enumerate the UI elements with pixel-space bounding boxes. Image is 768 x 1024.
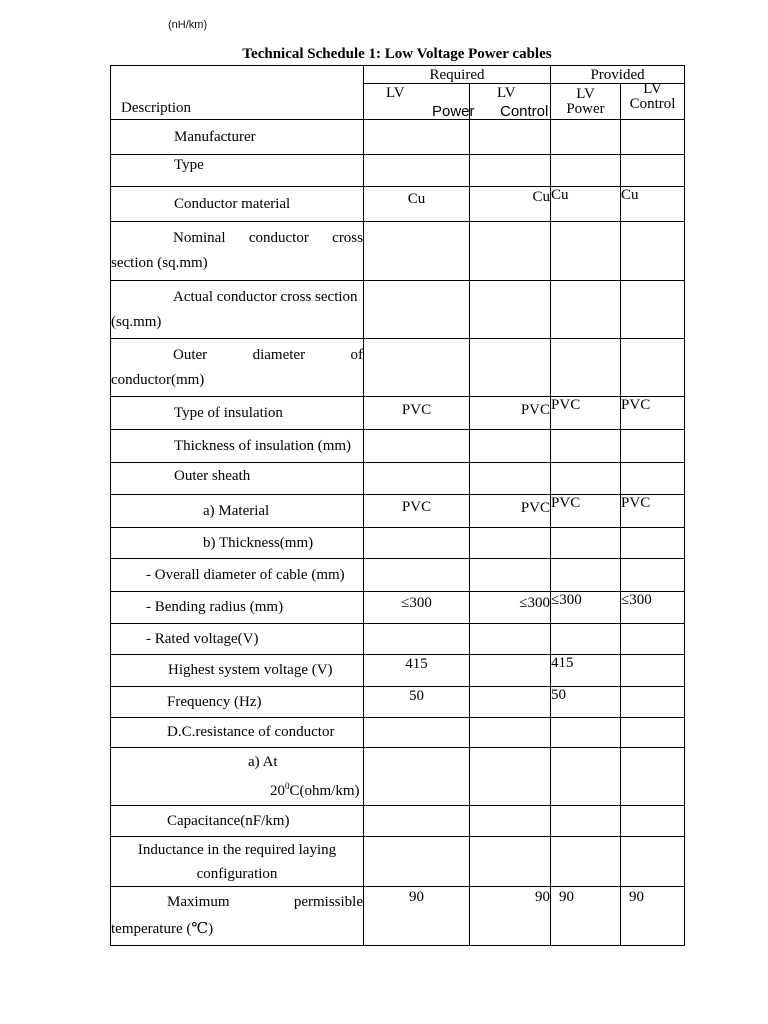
label-frequency: Frequency (Hz) <box>111 687 364 718</box>
row-dc-resistance <box>111 718 685 748</box>
row-capacitance <box>111 806 685 837</box>
cell-empty <box>364 559 470 592</box>
cell-empty <box>364 624 470 655</box>
label-line <box>111 774 363 803</box>
row-conductor-material <box>111 187 685 222</box>
label-line: temperature (℃) <box>111 921 214 937</box>
label-line: Inductance in the required laying <box>137 841 337 858</box>
label-nominal-cross-section <box>111 222 364 281</box>
cell-empty <box>551 528 621 559</box>
row-highest-voltage <box>111 655 685 687</box>
cell-empty <box>470 281 551 339</box>
cell-empty <box>621 624 685 655</box>
row-type <box>111 155 685 187</box>
cell-empty <box>364 339 470 397</box>
label-dc-resistance: D.C.resistance of conductor <box>111 718 364 748</box>
value-req-power: PVC <box>364 397 470 430</box>
label-line: conductor(mm) <box>111 371 205 388</box>
cell-empty <box>551 463 621 495</box>
label-overall-diameter: - Overall diameter of cable (mm) <box>111 559 364 592</box>
label-actual-cross-section <box>111 281 364 339</box>
value-req-power: ≤300 <box>364 592 470 624</box>
cell-empty <box>621 463 685 495</box>
header-description-label: Description <box>121 100 191 116</box>
cell-empty <box>470 339 551 397</box>
cell-empty <box>470 222 551 281</box>
superscript-degree: 0 <box>285 781 290 791</box>
cell-empty <box>470 748 551 806</box>
cell-empty <box>470 155 551 187</box>
row-thickness <box>111 528 685 559</box>
value-req-control: ≤300 <box>470 592 551 624</box>
cell-empty <box>551 624 621 655</box>
header-description <box>111 66 364 120</box>
label-type-of-insulation: Type of insulation <box>111 397 364 430</box>
row-thickness-insulation <box>111 430 685 463</box>
label-type: Type <box>111 155 364 187</box>
label-line: configuration <box>196 865 278 882</box>
cell-empty <box>364 718 470 748</box>
row-frequency <box>111 687 685 718</box>
cell-empty <box>621 748 685 806</box>
cell-empty <box>364 430 470 463</box>
row-type-of-insulation <box>111 397 685 430</box>
label-manufacturer: Manufacturer <box>111 120 364 155</box>
label-conductor-material: Conductor material <box>111 187 364 222</box>
header-req-lv-control <box>470 84 551 120</box>
cell-empty <box>621 718 685 748</box>
row-nominal-cross-section <box>111 222 685 281</box>
cell-empty <box>621 837 685 887</box>
header-provided: Provided <box>551 66 685 84</box>
label-line: Maximum permissible <box>167 894 363 910</box>
row-inductance <box>111 837 685 887</box>
value-req-control: Cu <box>470 187 551 222</box>
label-at-20c <box>111 748 364 806</box>
cell-empty <box>470 463 551 495</box>
value-req-control: 90 <box>470 887 551 946</box>
cell-empty <box>470 120 551 155</box>
value-prov-power: 90 <box>551 887 621 946</box>
value-req-power: PVC <box>364 495 470 528</box>
label-inductance <box>111 837 364 887</box>
value-req-power: Cu <box>364 187 470 222</box>
value-req-power: 415 <box>364 655 470 687</box>
value-prov-power: 50 <box>551 687 621 718</box>
value-req-control: PVC <box>470 495 551 528</box>
header-row-groups <box>111 66 685 84</box>
cell-empty <box>551 281 621 339</box>
label-part: 20 <box>270 783 285 799</box>
label-line: a) At <box>248 754 278 770</box>
header-req-power-top: LV <box>386 85 405 101</box>
cell-empty <box>470 528 551 559</box>
header-prov-power-bottom: Power <box>566 100 605 117</box>
cell-empty <box>621 281 685 339</box>
unit-note: (nH/km) <box>168 19 208 31</box>
cell-empty <box>364 806 470 837</box>
header-req-lv-power <box>364 84 475 120</box>
cell-empty <box>470 655 551 687</box>
header-req-power-bottom: Power <box>432 103 475 120</box>
row-overall-diameter <box>111 559 685 592</box>
cell-empty <box>364 748 470 806</box>
row-bending-radius <box>111 592 685 624</box>
cell-empty <box>364 463 470 495</box>
label-line: (sq.mm) <box>111 313 162 330</box>
cell-empty <box>621 687 685 718</box>
value-prov-control: Cu <box>621 187 685 222</box>
row-rated-voltage <box>111 624 685 655</box>
row-actual-cross-section <box>111 281 685 339</box>
cell-empty <box>470 837 551 887</box>
cell-empty <box>621 339 685 397</box>
value-prov-control: PVC <box>621 495 685 528</box>
cell-empty <box>364 837 470 887</box>
label-material: a) Material <box>111 495 364 528</box>
cell-empty <box>364 528 470 559</box>
label-thickness: b) Thickness(mm) <box>111 528 364 559</box>
cell-empty <box>551 430 621 463</box>
row-outer-diameter-conductor <box>111 339 685 397</box>
cell-empty <box>364 281 470 339</box>
cell-empty <box>470 624 551 655</box>
cell-empty <box>621 559 685 592</box>
row-max-temperature <box>111 887 685 946</box>
cell-empty <box>621 806 685 837</box>
cell-empty <box>470 687 551 718</box>
cell-empty <box>470 718 551 748</box>
cell-empty <box>621 120 685 155</box>
header-req-control-bottom: Control <box>500 103 549 120</box>
row-outer-sheath <box>111 463 685 495</box>
cell-empty <box>621 430 685 463</box>
header-req-control-top: LV <box>497 85 516 101</box>
cell-empty <box>364 120 470 155</box>
cell-empty <box>551 718 621 748</box>
header-prov-control-top: LV <box>643 81 662 97</box>
cell-empty <box>621 155 685 187</box>
cell-empty <box>551 120 621 155</box>
cell-empty <box>621 528 685 559</box>
cell-empty <box>551 339 621 397</box>
label-thickness-insulation: Thickness of insulation (mm) <box>111 430 364 463</box>
label-part: C(ohm/km) <box>289 783 360 799</box>
label-outer-sheath: Outer sheath <box>111 463 364 495</box>
document-title: Technical Schedule 1: Low Voltage Power cables <box>242 46 552 62</box>
value-prov-power: 415 <box>551 655 621 687</box>
cell-empty <box>621 655 685 687</box>
row-manufacturer <box>111 120 685 155</box>
value-req-power: 90 <box>364 887 470 946</box>
label-line: section (sq.mm) <box>111 255 208 271</box>
value-req-power: 50 <box>364 687 470 718</box>
cell-empty <box>551 837 621 887</box>
value-prov-power: PVC <box>551 397 621 430</box>
cell-empty <box>551 806 621 837</box>
row-at-20c <box>111 748 685 806</box>
label-outer-diameter-conductor <box>111 339 364 397</box>
cell-empty <box>551 155 621 187</box>
header-prov-lv-control <box>621 81 685 120</box>
cell-empty <box>364 155 470 187</box>
label-bending-radius: - Bending radius (mm) <box>111 592 364 624</box>
header-required: Required <box>364 66 551 84</box>
cell-empty <box>470 806 551 837</box>
cell-empty <box>470 430 551 463</box>
label-rated-voltage: - Rated voltage(V) <box>111 624 364 655</box>
label-max-temperature <box>111 887 364 946</box>
label-capacitance: Capacitance(nF/km) <box>111 806 364 837</box>
cell-empty <box>364 222 470 281</box>
cell-empty <box>551 559 621 592</box>
row-material <box>111 495 685 528</box>
cell-empty <box>621 222 685 281</box>
label-line: Outer diameter of <box>173 346 363 363</box>
cell-empty <box>551 748 621 806</box>
value-prov-control: 90 <box>621 887 685 946</box>
value-req-control: PVC <box>470 397 551 430</box>
cell-empty <box>470 559 551 592</box>
label-line: Nominal conductor cross <box>173 230 363 246</box>
technical-schedule-table <box>110 65 685 946</box>
header-prov-control-bottom: Control <box>629 96 676 112</box>
label-line: Actual conductor cross section <box>173 288 358 305</box>
value-prov-control: PVC <box>621 397 685 430</box>
value-prov-power: ≤300 <box>551 592 621 624</box>
value-prov-power: PVC <box>551 495 621 528</box>
header-prov-power-top: LV <box>576 85 595 102</box>
value-prov-power: Cu <box>551 187 621 222</box>
value-prov-control: ≤300 <box>621 592 685 624</box>
header-prov-lv-power <box>551 84 621 120</box>
cell-empty <box>551 222 621 281</box>
label-highest-voltage: Highest system voltage (V) <box>111 655 364 687</box>
